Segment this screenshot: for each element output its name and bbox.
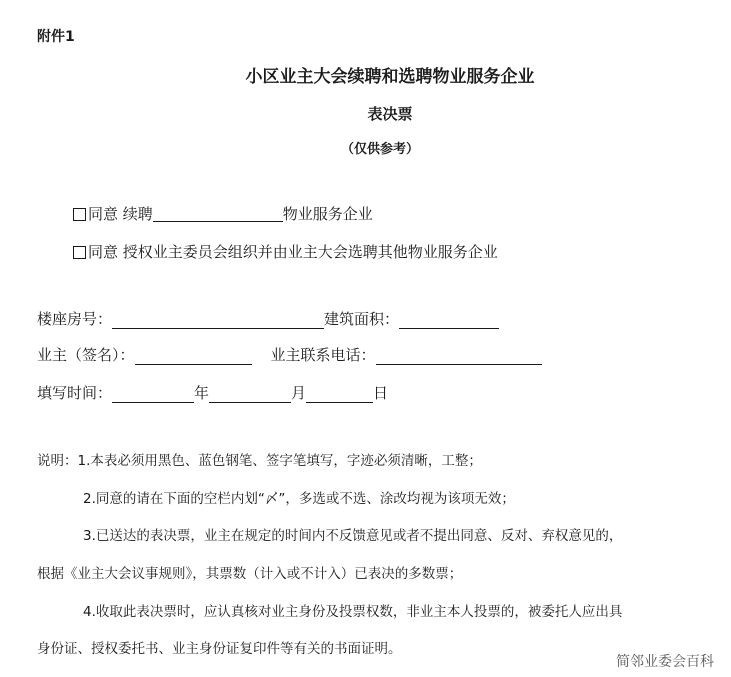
room-blank[interactable] — [112, 313, 324, 329]
area-blank[interactable] — [399, 313, 499, 329]
owner-signature-blank[interactable] — [135, 349, 252, 365]
document-subtitle: 表决票 — [367, 105, 413, 123]
option-renew-suffix: 物业服务企业 — [282, 205, 373, 223]
phone-label: 业主联系电话： — [270, 346, 376, 364]
option-renew-prefix: 同意 续聘 — [88, 205, 153, 223]
option-renew — [73, 203, 373, 224]
reference-note: （仅供参考） — [340, 142, 419, 157]
instruction-1: 说明：1.本表必须用黑色、蓝色钢笔、签字笔填写，字迹必须清晰，工整； — [37, 453, 482, 469]
day-label: 日 — [373, 384, 389, 402]
option-authorize — [73, 241, 498, 262]
instruction-3-line-2: 根据《业主大会议事规则》，其票数（计入或不计入）已表决的多数票； — [37, 566, 463, 582]
attachment-label: 附件1 — [37, 29, 75, 45]
instruction-3-line-1: 3.已送达的表决票，业主在规定的时间内不反馈意见或者不提出同意、反对、弃权意见的， — [83, 528, 623, 544]
company-name-blank[interactable] — [153, 206, 283, 222]
instruction-2: 2.同意的请在下面的空栏内划“〆”，多选或不选、涂改均视为该项无效； — [83, 491, 515, 507]
month-blank[interactable] — [209, 387, 291, 403]
authorize-checkbox[interactable] — [73, 246, 86, 259]
phone-blank[interactable] — [376, 349, 542, 365]
option-authorize-text: 同意 授权业主委员会组织并由业主大会选聘其他物业服务企业 — [88, 243, 498, 261]
owner-label: 业主（签名）： — [37, 346, 135, 364]
room-area-row — [37, 308, 499, 329]
day-blank[interactable] — [306, 387, 373, 403]
fill-time-row — [37, 382, 388, 403]
watermark: 简邻业委会百科 — [616, 654, 714, 670]
instruction-4-line-2: 身份证、授权委托书、业主身份证复印件等有关的书面证明。 — [37, 641, 402, 657]
month-label: 月 — [291, 384, 307, 402]
document-title: 小区业主大会续聘和选聘物业服务企业 — [245, 67, 535, 87]
time-label: 填写时间： — [37, 384, 113, 402]
area-label: 建筑面积： — [324, 310, 400, 328]
room-label: 楼座房号： — [37, 310, 113, 328]
renew-checkbox[interactable] — [73, 208, 86, 221]
instruction-4-line-1: 4.收取此表决票时，应认真核对业主身份及投票权数，非业主本人投票的，被委托人应出具 — [83, 604, 623, 620]
year-blank[interactable] — [112, 387, 194, 403]
owner-phone-row — [37, 344, 542, 365]
year-label: 年 — [194, 384, 210, 402]
